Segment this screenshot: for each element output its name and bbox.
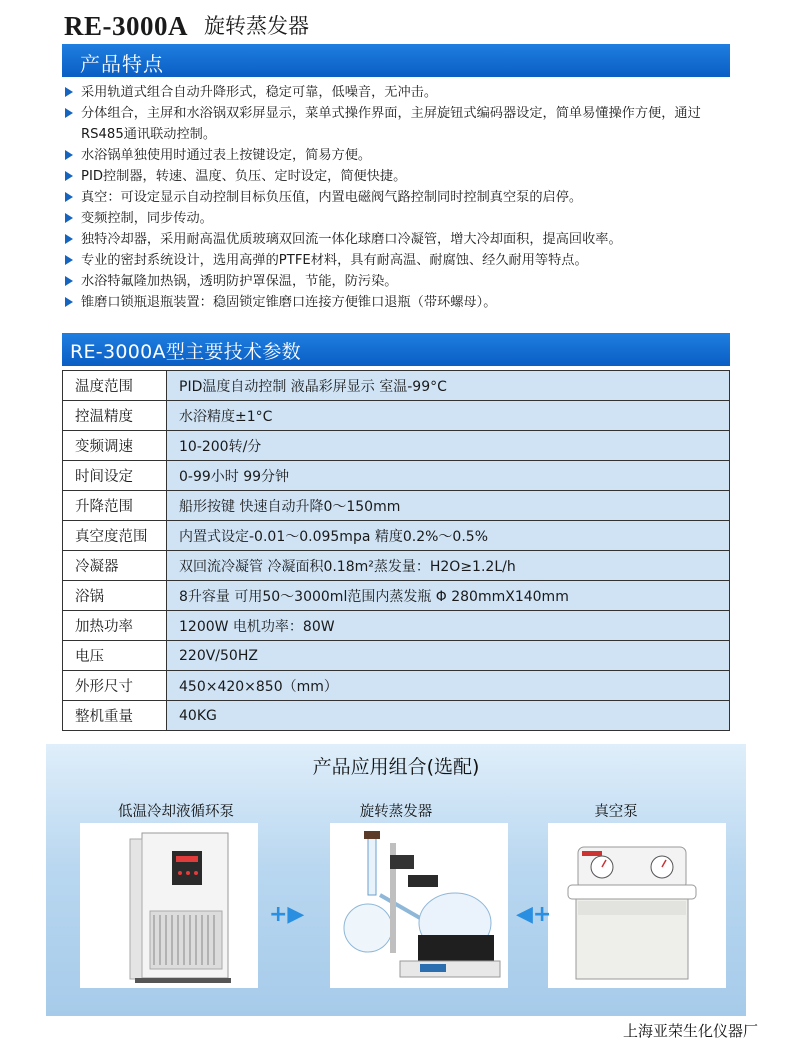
features-list	[62, 82, 730, 313]
chiller-image	[80, 823, 258, 988]
application-title: 产品应用组合(选配)	[312, 756, 480, 778]
spec-value: PID温度自动控制 液晶彩屏显示 室温-99°C	[167, 371, 730, 401]
spec-section-title: RE-3000A型主要技术参数	[70, 341, 301, 363]
table-row	[63, 401, 730, 431]
bullet-triangle-icon	[65, 234, 73, 244]
spec-label: 变频调速	[63, 431, 167, 461]
spec-label: 控温精度	[63, 401, 167, 431]
table-row	[63, 461, 730, 491]
spec-label: 时间设定	[63, 461, 167, 491]
vacuum-pump-label: 真空泵	[594, 804, 638, 820]
spec-label: 加热功率	[63, 611, 167, 641]
bullet-triangle-icon	[65, 213, 73, 223]
feature-item: 水浴特氟隆加热锅，透明防护罩保温，节能，防污染。	[62, 271, 730, 292]
model-number: RE-3000A	[64, 11, 188, 41]
spec-value: 450×420×850（mm）	[167, 671, 730, 701]
spec-value: 220V/50HZ	[167, 641, 730, 671]
table-row	[63, 431, 730, 461]
product-name: 旋转蒸发器	[204, 14, 309, 38]
spec-label: 升降范围	[63, 491, 167, 521]
feature-item: 分体组合，主屏和水浴锅双彩屏显示，菜单式操作界面，主屏旋钮式编码器设定，简单易懂操作方便，通过RS485通讯联动控制。	[62, 103, 730, 145]
spec-value: 内置式设定-0.01～0.095mpa 精度0.2%～0.5%	[167, 521, 730, 551]
bullet-triangle-icon	[65, 255, 73, 265]
bullet-triangle-icon	[65, 276, 73, 286]
spec-value: 0-99小时 99分钟	[167, 461, 730, 491]
vacuum-pump-image	[548, 823, 726, 988]
spec-value: 双回流冷凝管 冷凝面积0.18m²蒸发量：H2O≥1.2L/h	[167, 551, 730, 581]
application-section	[46, 744, 746, 1016]
company-name: 上海亚荣生化仪器厂	[622, 1022, 758, 1040]
bullet-triangle-icon	[65, 150, 73, 160]
table-row	[63, 701, 730, 731]
spec-value: 1200W 电机功率：80W	[167, 611, 730, 641]
spec-value: 40KG	[167, 701, 730, 731]
table-row	[63, 671, 730, 701]
table-row	[63, 641, 730, 671]
spec-label: 温度范围	[63, 371, 167, 401]
feature-item: PID控制器，转速、温度、负压、定时设定，简便快捷。	[62, 166, 730, 187]
connector-left-arrow-icon: ◀+	[516, 902, 552, 927]
spec-value: 水浴精度±1°C	[167, 401, 730, 431]
spec-value: 船形按键 快速自动升降0～150mm	[167, 491, 730, 521]
bullet-triangle-icon	[65, 171, 73, 181]
spec-value: 10-200转/分	[167, 431, 730, 461]
document-title	[64, 8, 309, 42]
feature-item: 专业的密封系统设计，选用高弹的PTFE材料，具有耐高温、耐腐蚀、经久耐用等特点。	[62, 250, 730, 271]
table-row	[63, 611, 730, 641]
table-row	[63, 581, 730, 611]
spec-value: 8升容量 可用50～3000ml范围内蒸发瓶 Φ 280mmX140mm	[167, 581, 730, 611]
feature-item: 锥磨口锁瓶退瓶装置：稳固锁定锥磨口连接方便锥口退瓶（带环螺母）。	[62, 292, 730, 313]
spec-label: 浴锅	[63, 581, 167, 611]
rotary-evaporator-image	[330, 823, 508, 988]
features-section-title: 产品特点	[80, 52, 164, 76]
connector-right-arrow-icon: +▶	[269, 902, 305, 927]
feature-item: 采用轨道式组合自动升降形式，稳定可靠，低噪音，无冲击。	[62, 82, 730, 103]
bullet-triangle-icon	[65, 87, 73, 97]
chiller-label: 低温冷却液循环泵	[118, 804, 234, 820]
evaporator-label: 旋转蒸发器	[359, 804, 433, 820]
table-row	[63, 371, 730, 401]
feature-item: 变频控制，同步传动。	[62, 208, 730, 229]
features-section-header	[62, 44, 730, 77]
bullet-triangle-icon	[65, 297, 73, 307]
bullet-triangle-icon	[65, 108, 73, 118]
spec-label: 电压	[63, 641, 167, 671]
bullet-triangle-icon	[65, 192, 73, 202]
feature-item: 独特冷却器，采用耐高温优质玻璃双回流一体化球磨口冷凝管，增大冷却面积，提高回收率。	[62, 229, 730, 250]
spec-label: 整机重量	[63, 701, 167, 731]
table-row	[63, 521, 730, 551]
spec-section-header	[62, 333, 730, 366]
spec-label: 冷凝器	[63, 551, 167, 581]
feature-item: 真空：可设定显示自动控制目标负压值，内置电磁阀气路控制同时控制真空泵的启停。	[62, 187, 730, 208]
feature-item: 水浴锅单独使用时通过表上按键设定，简易方便。	[62, 145, 730, 166]
table-row	[63, 551, 730, 581]
table-row	[63, 491, 730, 521]
spec-label: 真空度范围	[63, 521, 167, 551]
spec-table	[62, 370, 730, 731]
spec-label: 外形尺寸	[63, 671, 167, 701]
